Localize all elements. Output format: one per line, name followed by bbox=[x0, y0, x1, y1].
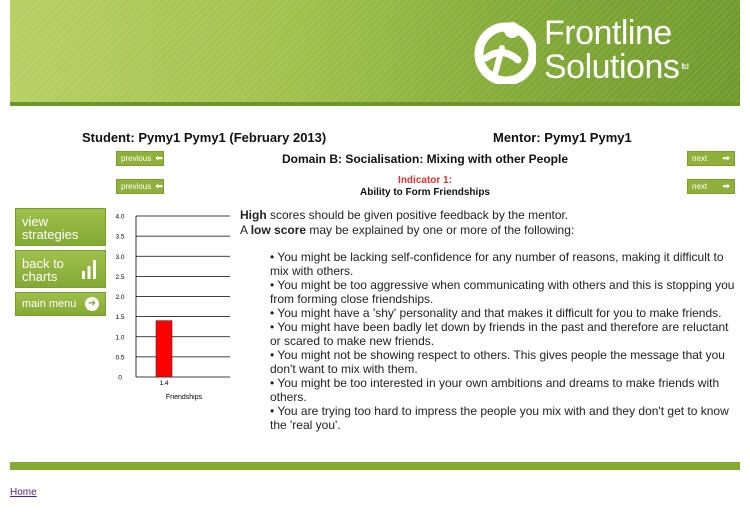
main-menu-label: main menu bbox=[22, 298, 77, 310]
brand-suffix: ltd bbox=[681, 62, 689, 71]
strategies-label-1: view bbox=[22, 214, 49, 229]
view-strategies-button[interactable] bbox=[15, 208, 106, 246]
main-menu-button[interactable] bbox=[15, 292, 106, 316]
header-banner bbox=[10, 0, 740, 106]
back-to-charts-button[interactable] bbox=[15, 250, 106, 288]
list-item: • You might be too interested in your own ambitions and dreams to make friends with others. bbox=[270, 376, 720, 404]
arrow-left-icon: ⬅ bbox=[155, 153, 163, 163]
arrow-right-icon: ➡ bbox=[722, 153, 730, 163]
y-tick-label: 0 bbox=[118, 374, 122, 382]
y-tick-label: 4.0 bbox=[115, 213, 125, 221]
bar-friendships bbox=[156, 321, 172, 377]
y-tick-label: 3.5 bbox=[115, 233, 125, 241]
list-item: • You are trying too hard to impress the people you mix with and they don't get to know the 'real you'. bbox=[270, 404, 729, 432]
frontline-logo-icon bbox=[472, 18, 536, 84]
reason-list bbox=[270, 250, 740, 432]
y-tick-label: 2.0 bbox=[115, 294, 125, 301]
domain-title: Domain B: Socialisation: Mixing with other People bbox=[281, 152, 569, 166]
y-tick-label: 1.0 bbox=[115, 334, 125, 342]
score-explanation bbox=[240, 208, 740, 238]
list-item: • You might have been badly let down by friends in the past and therefore are reluctant or scared to make new friends. bbox=[270, 320, 729, 348]
previous-label: previous bbox=[121, 154, 152, 163]
high-score-bold: High bbox=[240, 208, 267, 222]
strategies-label-2: strategies bbox=[22, 227, 79, 242]
indicator-number: Indicator 1: bbox=[398, 175, 452, 186]
x-category-label: Friendships bbox=[165, 394, 203, 401]
mentor-label: Mentor: Pymy1 Pymy1 bbox=[493, 130, 632, 145]
home-link[interactable]: Home bbox=[10, 487, 37, 498]
list-item: • You might be too aggressive when communicating with others and this is stopping you from forming close friendships. bbox=[270, 278, 735, 306]
friendships-bar-chart bbox=[110, 210, 240, 405]
footer-divider bbox=[10, 462, 740, 470]
high-score-text: scores should be given positive feedback by the mentor. bbox=[266, 208, 569, 222]
low-score-text: may be explained by one or more of the following: bbox=[306, 223, 575, 237]
y-tick-label: 2.5 bbox=[115, 273, 125, 281]
next-indicator-button[interactable] bbox=[687, 179, 735, 194]
previous-indicator-button[interactable] bbox=[116, 179, 164, 194]
list-item: • You might be lacking self-confidence for any number of reasons, making it difficult to mix with others. bbox=[270, 250, 724, 278]
previous-domain-button[interactable] bbox=[116, 151, 164, 166]
student-label: Student: Pymy1 Pymy1 (February 2013) bbox=[82, 130, 327, 145]
charts-label-1: back to bbox=[22, 256, 64, 271]
list-item: • You might not be showing respect to others. This gives people the message that you don't want to mix with them. bbox=[270, 348, 725, 376]
brand-name bbox=[544, 16, 688, 84]
low-score-bold: low score bbox=[250, 223, 307, 237]
next-label: next bbox=[692, 154, 708, 163]
banner-divider bbox=[10, 102, 740, 106]
indicator-name: Ability to Form Friendships bbox=[359, 187, 490, 198]
bar-value-label: 1.4 bbox=[159, 380, 169, 387]
arrow-right-circle-icon: ➜ bbox=[85, 297, 99, 311]
arrow-left-icon: ⬅ bbox=[155, 181, 163, 191]
charts-label-2: charts bbox=[22, 269, 58, 284]
brand-line-2: Solutions bbox=[544, 48, 680, 86]
y-tick-label: 0.5 bbox=[115, 354, 125, 362]
brand-line-1: Frontline bbox=[544, 14, 672, 52]
low-score-prefix: A bbox=[240, 223, 251, 237]
bar-chart-icon bbox=[81, 259, 97, 279]
next-domain-button[interactable] bbox=[687, 151, 735, 166]
next-label: next bbox=[692, 182, 708, 191]
previous-label: previous bbox=[121, 182, 152, 191]
y-tick-label: 1.5 bbox=[115, 314, 125, 322]
arrow-right-icon: ➡ bbox=[722, 181, 730, 191]
list-item: • You might have a 'shy' personality and that makes it difficult for you to make friends. bbox=[270, 306, 722, 320]
y-tick-label: 3.0 bbox=[115, 253, 125, 261]
